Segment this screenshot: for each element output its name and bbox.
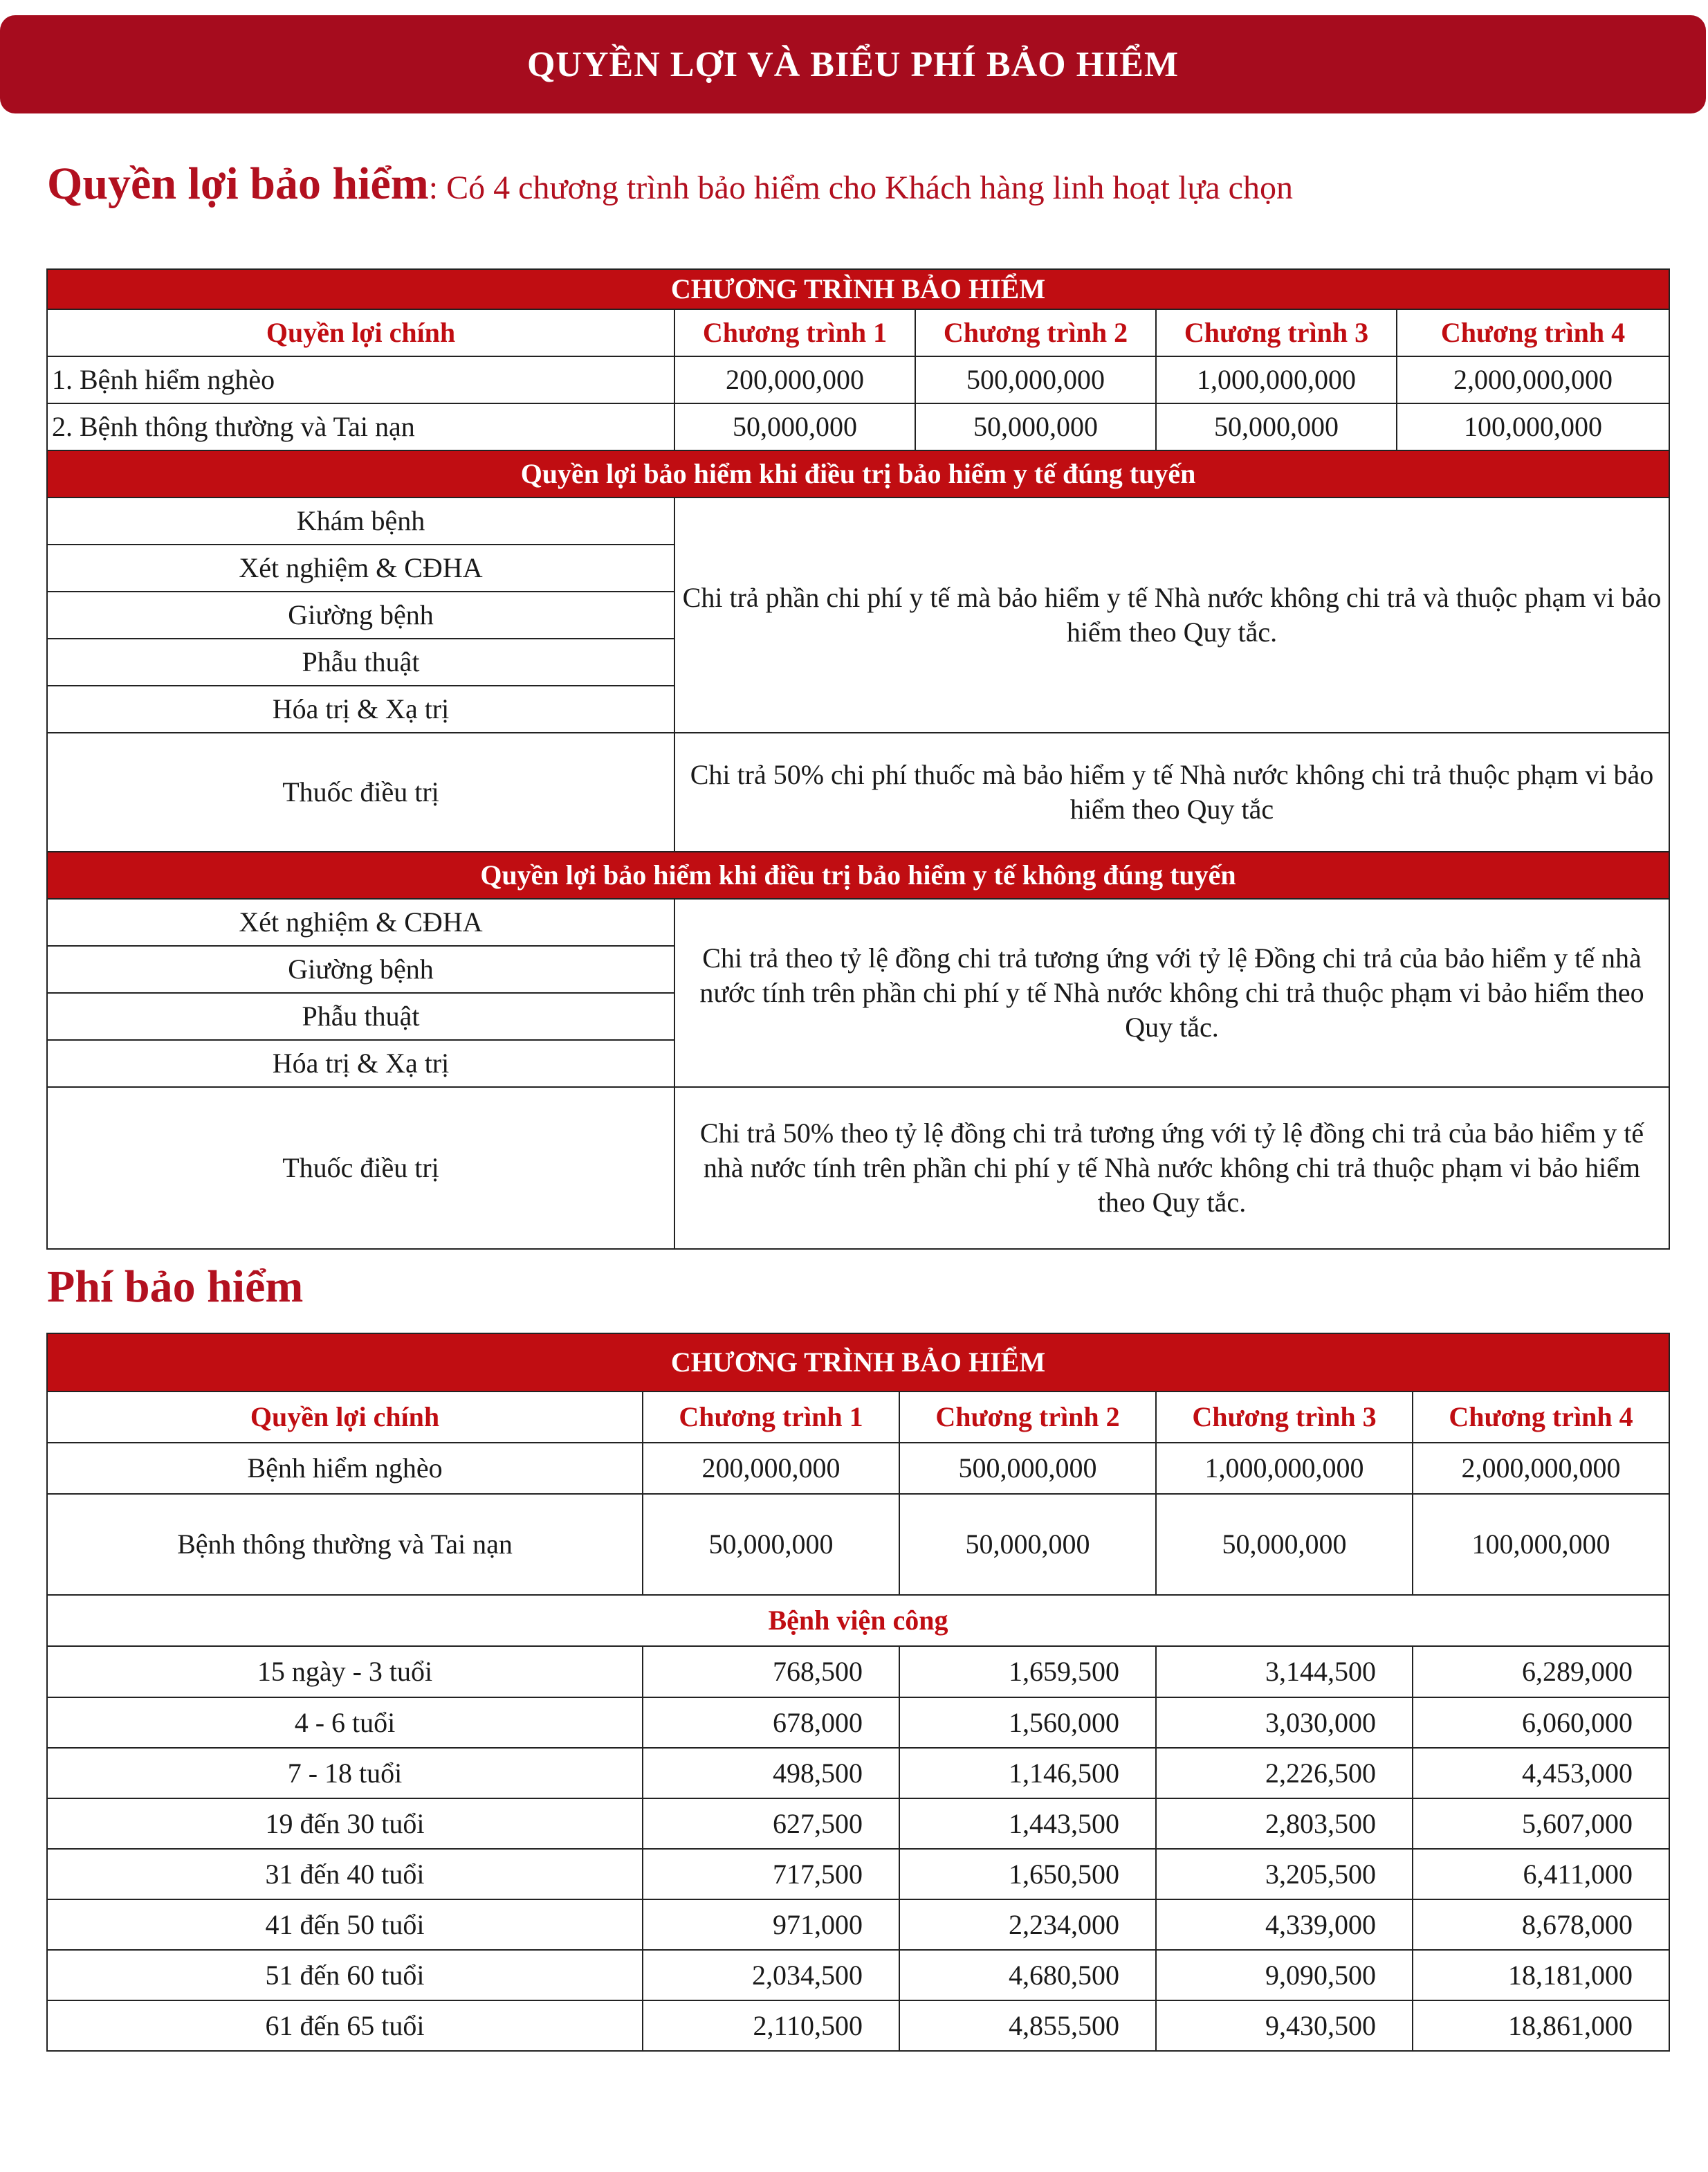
cell-value: 100,000,000 — [1413, 1494, 1669, 1595]
premium-value: 498,500 — [643, 1748, 899, 1798]
in-network-title: Quyền lợi bảo hiểm khi điều trị bảo hiểm y tế đúng tuyến — [47, 450, 1669, 498]
premium-value: 2,110,500 — [643, 2000, 899, 2051]
cell-value: 50,000,000 — [915, 403, 1156, 450]
age-label: 7 - 18 tuổi — [47, 1748, 643, 1798]
premium-value: 1,443,500 — [899, 1798, 1156, 1849]
premium-value: 18,861,000 — [1413, 2000, 1669, 2051]
premium-value: 3,030,000 — [1156, 1697, 1413, 1748]
age-label: 15 ngày - 3 tuổi — [47, 1646, 643, 1697]
premium-table-title: CHƯƠNG TRÌNH BẢO HIỂM — [47, 1333, 1669, 1391]
cell-value: 50,000,000 — [1156, 1494, 1413, 1595]
section-public-hospital: Bệnh viện công — [47, 1595, 1669, 1646]
cell-value: 500,000,000 — [915, 356, 1156, 403]
premium-value: 8,678,000 — [1413, 1899, 1669, 1950]
col-header: Chương trình 3 — [1156, 1391, 1413, 1443]
col-header: Chương trình 1 — [674, 309, 915, 356]
premium-value: 1,560,000 — [899, 1697, 1156, 1748]
col-header: Chương trình 2 — [899, 1391, 1156, 1443]
table-row — [47, 403, 1669, 450]
cell-value: 2,000,000,000 — [1413, 1443, 1669, 1494]
premium-value: 1,659,500 — [899, 1646, 1156, 1697]
premium-value: 3,144,500 — [1156, 1646, 1413, 1697]
premium-value: 768,500 — [643, 1646, 899, 1697]
cell-value: 200,000,000 — [643, 1443, 899, 1494]
benefits-table-title: CHƯƠNG TRÌNH BẢO HIỂM — [47, 269, 1669, 309]
premium-value: 5,607,000 — [1413, 1798, 1669, 1849]
premium-value: 6,289,000 — [1413, 1646, 1669, 1697]
premium-value: 4,339,000 — [1156, 1899, 1413, 1950]
premium-value: 2,234,000 — [899, 1899, 1156, 1950]
table-row — [47, 498, 1669, 545]
col-header: Quyền lợi chính — [47, 309, 674, 356]
premium-header-row — [47, 1391, 1669, 1443]
col-header: Chương trình 1 — [643, 1391, 899, 1443]
age-label: 51 đến 60 tuổi — [47, 1950, 643, 2000]
premium-value: 678,000 — [643, 1697, 899, 1748]
cell-value: 1,000,000,000 — [1156, 356, 1397, 403]
benefits-table-title-row — [47, 269, 1669, 309]
benefits-header-row — [47, 309, 1669, 356]
cell-value: 50,000,000 — [643, 1494, 899, 1595]
cell-value: 50,000,000 — [1156, 403, 1397, 450]
table-row — [47, 1849, 1669, 1899]
table-row — [47, 356, 1669, 403]
benefits-heading-title: Quyền lợi bảo hiểm — [47, 158, 429, 209]
premium-value: 4,680,500 — [899, 1950, 1156, 2000]
premium-value: 627,500 — [643, 1798, 899, 1849]
col-header: Quyền lợi chính — [47, 1391, 643, 1443]
cell-value: 100,000,000 — [1397, 403, 1669, 450]
premium-table — [46, 1333, 1670, 2052]
cell-value: 200,000,000 — [674, 356, 915, 403]
table-row — [47, 1087, 1669, 1249]
row-label: 2. Bệnh thông thường và Tai nạn — [47, 403, 674, 450]
age-label: 31 đến 40 tuổi — [47, 1849, 643, 1899]
col-header: Chương trình 4 — [1397, 309, 1669, 356]
premium-value: 6,060,000 — [1413, 1697, 1669, 1748]
premium-value: 717,500 — [643, 1849, 899, 1899]
row-label: 1. Bệnh hiểm nghèo — [47, 356, 674, 403]
premium-heading: Phí bảo hiểm — [47, 1261, 304, 1312]
benefit-item: Khám bệnh — [47, 498, 674, 545]
benefit-item: Xét nghiệm & CĐHA — [47, 899, 674, 946]
premium-value: 9,430,500 — [1156, 2000, 1413, 2051]
benefit-item: Phẫu thuật — [47, 993, 674, 1040]
cell-value: 50,000,000 — [899, 1494, 1156, 1595]
premium-value: 18,181,000 — [1413, 1950, 1669, 2000]
cell-value: 50,000,000 — [674, 403, 915, 450]
table-row — [47, 899, 1669, 946]
drug-description: Chi trả 50% theo tỷ lệ đồng chi trả tương ứng với tỷ lệ đồng chi trả của bảo hiểm y tế nhà nước tính trên phần chi phí y tế Nhà nước không chi trả thuộc phạm vi bảo hiểm theo Quy tắc. — [674, 1087, 1669, 1249]
benefits-heading-subtitle: : Có 4 chương trình bảo hiểm cho Khách hàng linh hoạt lựa chọn — [428, 170, 1293, 206]
col-header: Chương trình 2 — [915, 309, 1156, 356]
premium-value: 1,650,500 — [899, 1849, 1156, 1899]
premium-table-title-row — [47, 1333, 1669, 1391]
table-row — [47, 1950, 1669, 2000]
premium-value: 6,411,000 — [1413, 1849, 1669, 1899]
benefit-item: Hóa trị & Xạ trị — [47, 686, 674, 733]
table-row — [47, 1697, 1669, 1748]
col-header: Chương trình 4 — [1413, 1391, 1669, 1443]
out-network-title: Quyền lợi bảo hiểm khi điều trị bảo hiểm y tế không đúng tuyến — [47, 852, 1669, 899]
age-label: 41 đến 50 tuổi — [47, 1899, 643, 1950]
benefit-item: Giường bệnh — [47, 946, 674, 993]
premium-value: 971,000 — [643, 1899, 899, 1950]
drug-label: Thuốc điều trị — [47, 733, 674, 852]
premium-value: 1,146,500 — [899, 1748, 1156, 1798]
out-network-description: Chi trả theo tỷ lệ đồng chi trả tương ứng với tỷ lệ Đồng chi trả của bảo hiểm y tế nhà nước tính trên phần chi phí y tế Nhà nước không chi trả thuộc phạm vi bảo hiểm theo Quy tắc. — [674, 899, 1669, 1087]
out-network-title-row — [47, 852, 1669, 899]
table-row — [47, 733, 1669, 852]
premium-value: 2,803,500 — [1156, 1798, 1413, 1849]
cell-value: 500,000,000 — [899, 1443, 1156, 1494]
premium-value: 2,226,500 — [1156, 1748, 1413, 1798]
table-row — [47, 1899, 1669, 1950]
age-label: 61 đến 65 tuổi — [47, 2000, 643, 2051]
age-label: 19 đến 30 tuổi — [47, 1798, 643, 1849]
table-row — [47, 1646, 1669, 1697]
premium-value: 3,205,500 — [1156, 1849, 1413, 1899]
page-banner: QUYỀN LỢI VÀ BIỂU PHÍ BẢO HIỂM — [0, 15, 1706, 113]
benefits-table — [46, 268, 1670, 1250]
benefits-heading — [47, 158, 1293, 210]
benefit-item: Phẫu thuật — [47, 639, 674, 686]
row-label: Bệnh hiểm nghèo — [47, 1443, 643, 1494]
premium-value: 4,855,500 — [899, 2000, 1156, 2051]
col-header: Chương trình 3 — [1156, 309, 1397, 356]
benefit-item: Xét nghiệm & CĐHA — [47, 545, 674, 592]
table-row — [47, 1748, 1669, 1798]
age-label: 4 - 6 tuổi — [47, 1697, 643, 1748]
cell-value: 2,000,000,000 — [1397, 356, 1669, 403]
premium-value: 4,453,000 — [1413, 1748, 1669, 1798]
drug-label: Thuốc điều trị — [47, 1087, 674, 1249]
premium-value: 2,034,500 — [643, 1950, 899, 2000]
benefit-item: Hóa trị & Xạ trị — [47, 1040, 674, 1087]
section-row — [47, 1595, 1669, 1646]
table-row — [47, 1443, 1669, 1494]
table-row — [47, 2000, 1669, 2051]
in-network-title-row — [47, 450, 1669, 498]
drug-description: Chi trả 50% chi phí thuốc mà bảo hiểm y tế Nhà nước không chi trả thuộc phạm vi bảo hiểm theo Quy tắc — [674, 733, 1669, 852]
table-row — [47, 1494, 1669, 1595]
benefit-item: Giường bệnh — [47, 592, 674, 639]
in-network-description: Chi trả phần chi phí y tế mà bảo hiểm y tế Nhà nước không chi trả và thuộc phạm vi bảo hiểm theo Quy tắc. — [674, 498, 1669, 733]
row-label: Bệnh thông thường và Tai nạn — [47, 1494, 643, 1595]
table-row — [47, 1798, 1669, 1849]
premium-value: 9,090,500 — [1156, 1950, 1413, 2000]
cell-value: 1,000,000,000 — [1156, 1443, 1413, 1494]
